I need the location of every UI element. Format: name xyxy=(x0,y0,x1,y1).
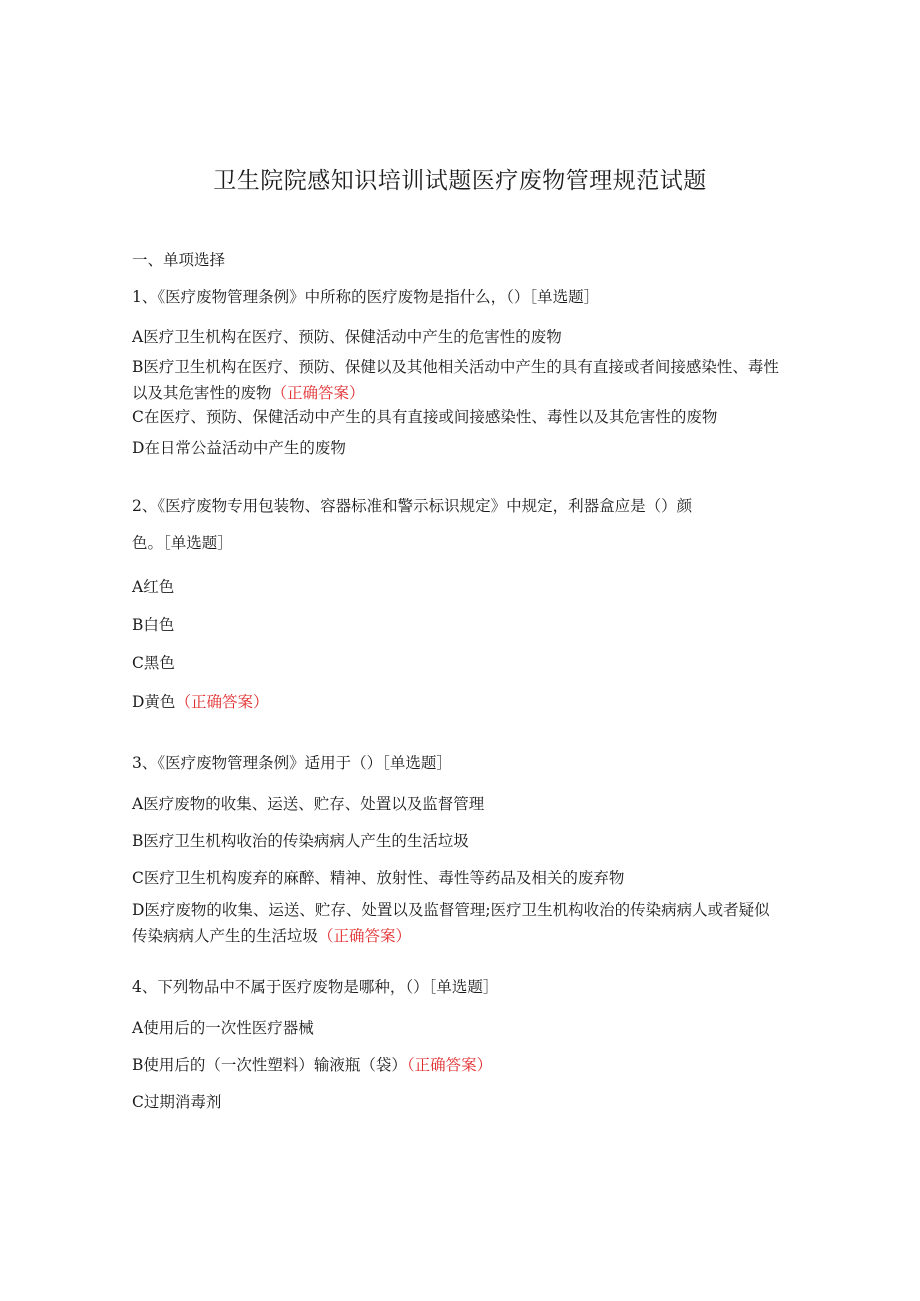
question-4-option-b xyxy=(132,1053,792,1077)
question-4-option-a: A使用后的一次性医疗器械 xyxy=(132,1019,314,1037)
question-1-option-b xyxy=(132,354,784,406)
question-2-stem-line2: 色。［单选题］ xyxy=(132,534,233,552)
question-1-stem: 1、《医疗废物管理条例》中所称的医疗废物是指什么，（）［单选题］ xyxy=(132,288,600,306)
option-text: B医疗卫生机构在医疗、预防、保健以及其他相关活动中产生的具有直接或者间接感染性、毒性以及其危害性的废物 xyxy=(132,358,779,402)
option-text: D黄色 xyxy=(132,693,176,711)
option-text: D医疗废物的收集、运送、贮存、处置以及监督管理;医疗卫生机构收治的传染病病人或者疑似传染病病人产生的生活垃圾 xyxy=(132,901,770,945)
option-text: B使用后的（一次性塑料）输液瓶（袋） xyxy=(132,1056,407,1074)
question-2-option-b: B白色 xyxy=(132,616,175,634)
question-3-option-b: B医疗卫生机构收治的传染病病人产生的生活垃圾 xyxy=(132,832,469,850)
question-2-option-d xyxy=(132,690,792,714)
correct-answer-marker: （正确答案） xyxy=(175,693,269,711)
question-3-option-c: C医疗卫生机构废弃的麻醉、精神、放射性、毒性等药品及相关的废弃物 xyxy=(132,869,625,887)
question-4-stem: 4、下列物品中不属于医疗废物是哪种，（）［单选题］ xyxy=(132,978,499,996)
correct-answer-marker: （正确答案） xyxy=(406,1056,493,1074)
correct-answer-marker: （正确答案） xyxy=(318,927,412,945)
question-3-option-d xyxy=(132,897,784,949)
question-2-option-c: C黑色 xyxy=(132,654,175,672)
section-heading: 一、单项选择 xyxy=(132,251,226,269)
question-1-option-c: C在医疗、预防、保健活动中产生的具有直接或间接感染性、毒性以及其危害性的废物 xyxy=(132,408,718,426)
question-3-option-a: A医疗废物的收集、运送、贮存、处置以及监督管理 xyxy=(132,795,485,813)
document-title: 卫生院院感知识培训试题医疗废物管理规范试题 xyxy=(213,168,707,194)
question-2-stem-line1: 2、《医疗废物专用包装物、容器标准和警示标识规定》中规定，利器盒应是（）颜 xyxy=(132,497,693,515)
question-2-option-a: A红色 xyxy=(132,578,175,596)
question-1-option-d: D在日常公益活动中产生的废物 xyxy=(132,439,346,457)
question-1-option-a: A医疗卫生机构在医疗、预防、保健活动中产生的危害性的废物 xyxy=(132,328,562,346)
question-4-option-c: C过期消毒剂 xyxy=(132,1093,222,1111)
question-3-stem: 3、《医疗废物管理条例》适用于（）［单选题］ xyxy=(132,754,452,772)
correct-answer-marker: （正确答案） xyxy=(271,384,365,402)
